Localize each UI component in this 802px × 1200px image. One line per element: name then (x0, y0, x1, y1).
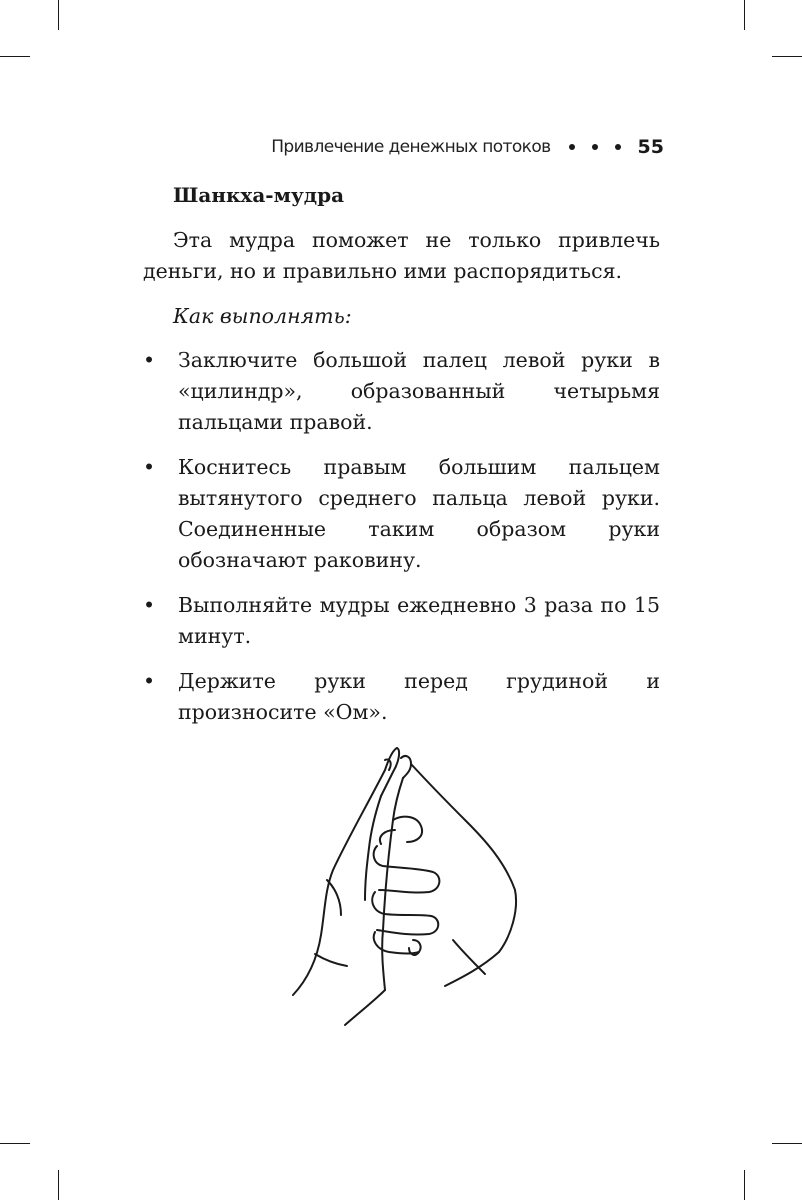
crop-mark-bottom-left (58, 1170, 59, 1200)
page-content (143, 180, 660, 742)
list-item (143, 666, 660, 728)
crop-mark-right-top (772, 56, 802, 57)
running-header-title: Привлечение денежных потоков (271, 137, 551, 157)
how-to-label: Как выполнять: (173, 304, 352, 328)
crop-mark-top-left (58, 0, 59, 30)
shankha-mudra-hands-illustration (285, 740, 525, 1030)
steps-list (143, 345, 660, 728)
page-number: 55 (637, 136, 664, 158)
bullet-icon: • (143, 455, 156, 479)
running-header (271, 136, 664, 158)
bullet-icon: • (143, 669, 156, 693)
crop-mark-top-right (744, 0, 745, 30)
list-item (143, 345, 660, 438)
section-heading: Шанкха-мудра (173, 183, 345, 207)
dot-icon (615, 144, 621, 150)
step-text: Держите руки перед грудиной и произносите «Ом». (178, 669, 660, 724)
list-item (143, 590, 660, 652)
crop-mark-right-bottom (772, 1143, 802, 1144)
dot-icon (592, 144, 598, 150)
step-text: Заключите большой палец левой руки в «цилиндр», образованный четырьмя пальцами правой. (178, 348, 660, 434)
bullet-icon: • (143, 593, 156, 617)
crop-mark-bottom-right (744, 1170, 745, 1200)
dot-icon (569, 144, 575, 150)
crop-mark-left-top (0, 56, 30, 57)
crop-mark-left-bottom (0, 1143, 30, 1144)
step-text: Коснитесь правым большим пальцем вытянутого среднего пальца левой руки. Соединенные таким образом руки обозначают раковину. (178, 455, 660, 572)
list-item (143, 452, 660, 576)
step-text: Выполняйте мудры ежедневно 3 раза по 15 минут. (178, 593, 660, 648)
intro-paragraph: Эта мудра поможет не только привлечь деньги, но и правильно ими распорядиться. (143, 228, 660, 283)
running-header-dots (569, 144, 621, 150)
bullet-icon: • (143, 348, 156, 372)
